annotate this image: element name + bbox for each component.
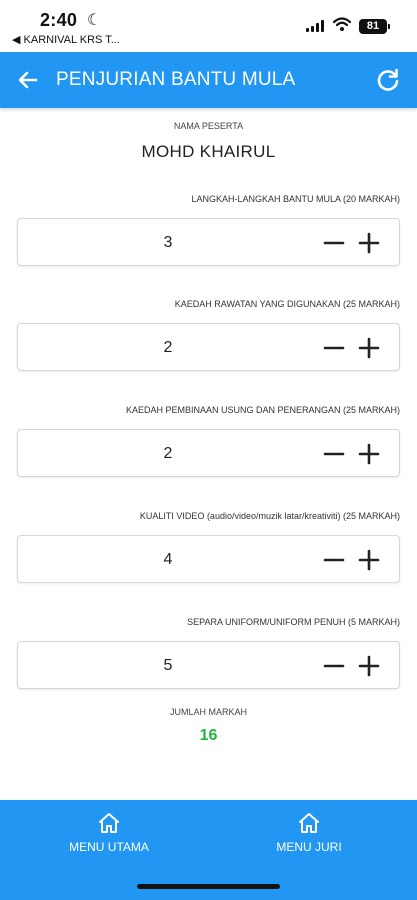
criterion-label: KAEDAH RAWATAN YANG DIGUNAKAN (25 MARKAH): [174, 299, 400, 309]
back-arrow-icon[interactable]: [14, 66, 42, 94]
nav-label: MENU JURI: [276, 840, 342, 854]
score-value[interactable]: 2: [163, 445, 173, 462]
criterion-label: LANGKAH-LANGKAH BANTU MULA (20 MARKAH): [191, 194, 400, 204]
home-icon: [97, 812, 121, 834]
status-bar: [0, 0, 417, 52]
criterion-label: KUALITI VIDEO (audio/video/muzik latar/kreativiti) (25 MARKAH): [139, 511, 400, 521]
total-score: 16: [199, 727, 218, 744]
minus-icon[interactable]: [323, 549, 345, 571]
score-stepper[interactable]: [17, 323, 400, 371]
total-label: JUMLAH MARKAH: [169, 707, 247, 717]
bottom-nav: [0, 800, 417, 900]
plus-icon[interactable]: [358, 443, 380, 465]
minus-icon[interactable]: [323, 337, 345, 359]
battery-icon: 81: [359, 19, 387, 34]
criterion-label: KAEDAH PEMBINAAN USUNG DAN PENERANGAN (25 MARKAH): [125, 405, 400, 415]
participant-name: MOHD KHAIRUL: [141, 142, 276, 161]
minus-icon[interactable]: [323, 443, 345, 465]
score-stepper[interactable]: [17, 218, 400, 266]
nav-label: MENU UTAMA: [69, 840, 149, 854]
app-bar: [0, 52, 417, 108]
home-indicator: [137, 884, 280, 889]
participant-label: NAMA PESERTA: [173, 121, 244, 131]
score-stepper[interactable]: [17, 429, 400, 477]
page-title: PENJURIAN BANTU MULA: [56, 69, 296, 90]
plus-icon[interactable]: [358, 232, 380, 254]
nav-menu-juri[interactable]: [234, 812, 384, 862]
nav-menu-utama[interactable]: [34, 812, 184, 862]
minus-icon[interactable]: [323, 655, 345, 677]
signal-icon: [306, 20, 326, 32]
score-value[interactable]: 5: [163, 657, 173, 674]
score-value[interactable]: 4: [163, 551, 173, 568]
moon-icon: ☾: [87, 12, 102, 29]
score-value[interactable]: 2: [163, 339, 173, 356]
status-time: 2:40: [40, 10, 78, 30]
wifi-icon: [333, 16, 351, 32]
score-stepper[interactable]: [17, 535, 400, 583]
refresh-icon[interactable]: [374, 66, 402, 94]
plus-icon[interactable]: [358, 549, 380, 571]
battery-tip: [388, 24, 390, 29]
plus-icon[interactable]: [358, 337, 380, 359]
home-icon: [297, 812, 321, 834]
plus-icon[interactable]: [358, 655, 380, 677]
back-to-app-link[interactable]: ◀ KARNIVAL KRS T...: [12, 34, 120, 46]
minus-icon[interactable]: [323, 232, 345, 254]
criterion-label: SEPARA UNIFORM/UNIFORM PENUH (5 MARKAH): [187, 617, 400, 627]
score-stepper[interactable]: [17, 641, 400, 689]
score-value[interactable]: 3: [163, 234, 173, 251]
